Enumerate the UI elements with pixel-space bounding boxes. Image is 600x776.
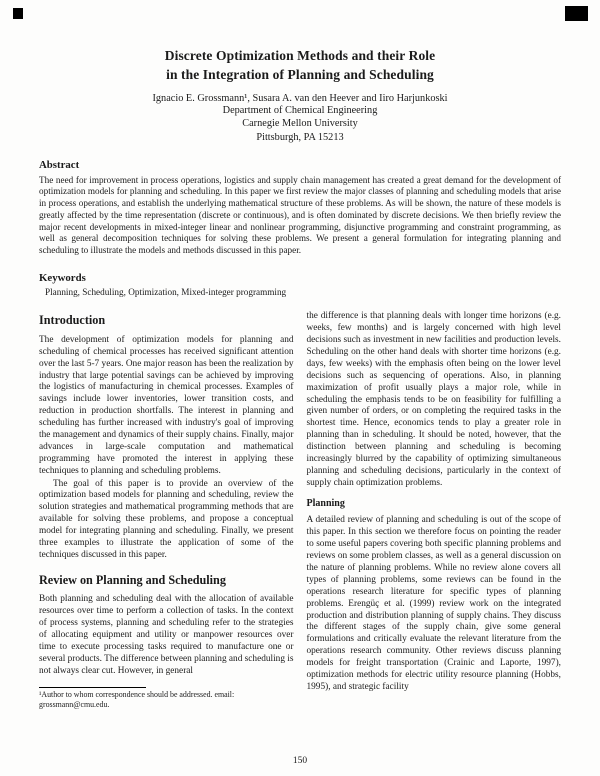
affiliation-city: Pittsburgh, PA 15213	[256, 131, 344, 143]
paper-title-line2: in the Integration of Planning and Scheduling	[166, 66, 434, 82]
review-continuation-paragraph: the difference is that planning deals with longer time horizons (e.g. weeks, few months) and is largely concerned with high level decisions such as investment in new facilities and production levels. Scheduling on the other hand deals with shorter time horizons (e.g. days, few weeks) with the emphasis often being on the lower level decisions such as sequencing of operations. Also, in planning maximization of profit usually plays a major role, while in scheduling the emphasis tends to be on feasibility for fulfilling a given number of orders, or on completing the required tasks in the shortest time. Hence, economics tends to play a greater role in planning than in scheduling. It should be noted, however, that the distinction between planning and scheduling is becoming increasingly blurred by the capability of optimizing simultaneous planning and scheduling decisions, particularly in the context of supply chain optimization problems.	[306, 311, 561, 488]
left-column	[39, 311, 294, 710]
page-number: 150	[292, 756, 308, 766]
scan-corner-mark-right	[565, 6, 588, 21]
introduction-paragraph-1: The development of optimization models for planning and scheduling of chemical processes has received significant attention over the last 5-7 years. One major reason has been the realization by industry that large potential savings can be achieved by improving the logistics of manufacturing in chemical processes. Examples of savings include lower inventories, lower transition costs, and reduction in production shortfalls. The interest in planning and scheduling has further increased with industry's goal of improving the management and dynamics of their supply chains. Finally, major advances in large-scale computation and mathematical programming have promoted the interest in applying these techniques to planning and scheduling problems.	[39, 334, 294, 476]
abstract-heading: Abstract	[39, 158, 80, 171]
affiliation-university: Carnegie Mellon University	[242, 118, 358, 130]
paper-title-line1: Discrete Optimization Methods and their Role	[164, 48, 436, 63]
abstract-body: The need for improvement in process operations, logistics and supply chain management has created a great demand for the development of optimization models for planning and scheduling. In this paper we first review the major classes of planning and scheduling models that arise in process operations, and establish the underlying mathematical structure of these problems. As will be shown, the nature of these models is greatly affected by the time representation (discrete or continuous), and is often dominated by discrete decisions. We then briefly review the major recent developments in mixed-integer linear and nonlinear programming, disjunctive programming and constraint programming, as well as general decomposition techniques for solving these problems. We present a general formulation for integrating planning and scheduling to illustrate the models and methods discussed in this paper.	[39, 174, 561, 255]
planning-subsection-heading: Planning	[306, 497, 345, 509]
correspondence-footnote: ¹Author to whom correspondence should be addressed. email: grossmann@cmu.edu.	[39, 689, 235, 709]
scan-corner-mark-left	[13, 8, 23, 19]
authors-line: Ignacio E. Grossmann¹, Susara A. van den Heever and Iiro Harjunkoski	[152, 93, 448, 105]
footnote-rule	[39, 687, 146, 688]
affiliation-department: Department of Chemical Engineering	[222, 105, 378, 117]
review-paragraph-1: Both planning and scheduling deal with the allocation of available resources over time to perform a collection of tasks. In the context of process systems, planning and scheduling refer to the strategies of allocating equipment and utility or manpower resources over time to execute processing tasks required to manufacture one or several products. The difference between planning and scheduling is not always clear cut. However, in general	[39, 594, 294, 676]
review-section-heading: Review on Planning and Scheduling	[39, 572, 226, 587]
keywords-body: Planning, Scheduling, Optimization, Mixed-integer programming	[45, 286, 287, 297]
keywords-heading: Keywords	[39, 271, 86, 284]
introduction-paragraph-2: The goal of this paper is to provide an overview of the optimization based models for planning and scheduling, review the solution strategies and mathematical programming methods that are available for solving these problems, and propose a conceptual model for integrating planning and scheduling. Finally, we present three examples to illustrate the application of some of the techniques discussed in this paper.	[39, 478, 294, 560]
right-column	[307, 311, 562, 710]
paper-header	[0, 0, 600, 144]
planning-paragraph-1: A detailed review of planning and scheduling is out of the scope of this paper. In this section we therefore focus on pointing the reader to some useful papers covering both specific planning problems and reviews on some problem classes, as well as a general discussion on the nature of planning problems. While no review alone covers all types of planning problems, some reviews can be found in the operations research literature for specific types of planning problems. Erengüç et al. (1999) review work on the integrated production and distribution planning of supply chains. They discuss the different stages of the supply chain, give some general formulations and critically evaluate the relevant literature from the operations research community. Other reviews discuss planning models for freight transportation (Crainic and Laporte, 1997), optimization methods for electric utility resource planning (Hobbs, 1995), and strategic facility	[306, 515, 561, 692]
introduction-heading: Introduction	[39, 313, 106, 328]
front-matter	[0, 159, 600, 299]
two-column-body	[0, 311, 600, 710]
